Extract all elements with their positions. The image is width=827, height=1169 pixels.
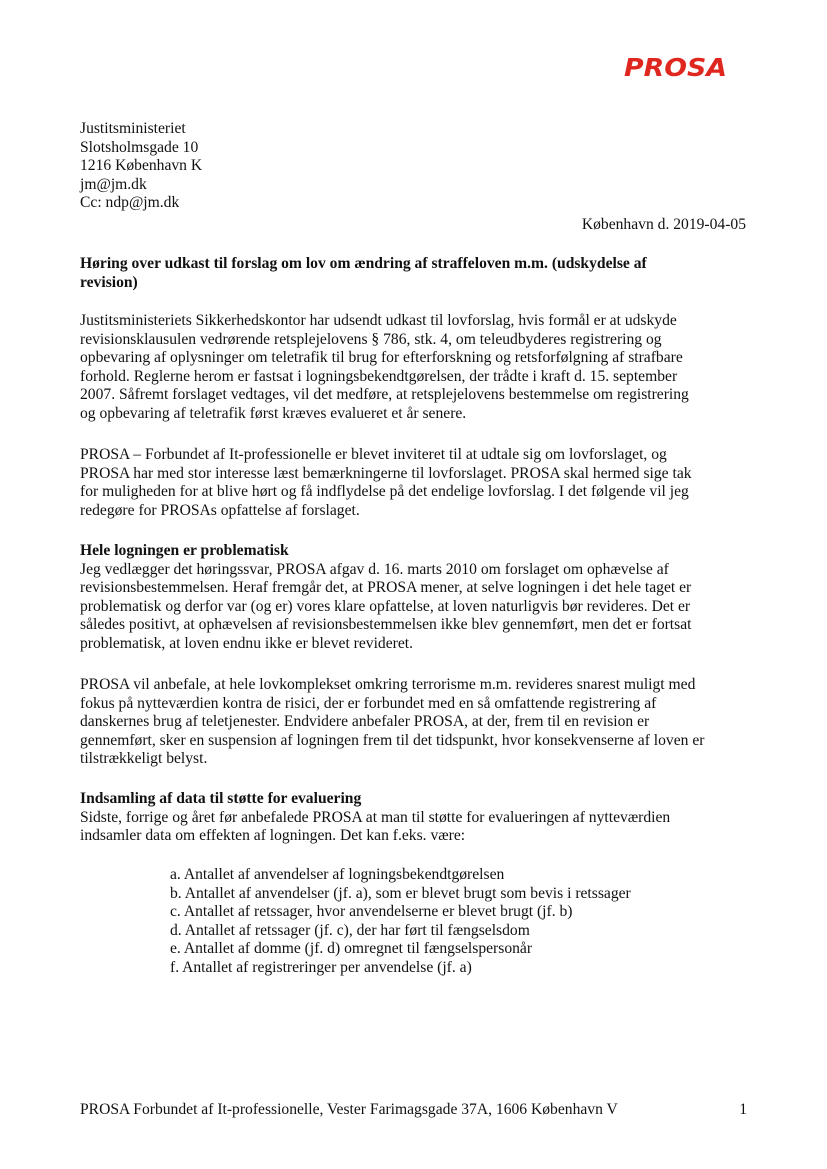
text-line: problematisk, at loven endnu ikke er blevet revideret. — [80, 634, 413, 652]
text-line: forhold. Reglerne herom er fastsat i logningsbekendtgørelsen, der trådte i kraft d. 15. september — [80, 367, 678, 385]
page-number: 1 — [739, 1101, 747, 1118]
text-line: PROSA vil anbefale, at hele lovkomplekset omkring terrorisme m.m. revideres snarest muligt med — [80, 676, 696, 693]
svg-text:PROSA: PROSA — [624, 54, 727, 80]
list-item: b. Antallet af anvendelser (jf. a), som er blevet brugt som bevis i retssager — [170, 884, 631, 902]
text-line: Jeg vedlægger det høringssvar, PROSA afgav d. 16. marts 2010 om forslaget om ophævelse af — [80, 560, 669, 578]
text-line: Justitsministeriets Sikkerhedskontor har udsendt udkast til lovforslag, hvis formål er at udskyde — [80, 312, 677, 329]
text-line: og opbevaring af teletrafik først kræves evalueret et år senere. — [80, 404, 467, 422]
title-line: Høring over udkast til forslag om lov om ændring af straffeloven m.m. (udskydelse af — [80, 255, 647, 272]
section-logging-problematic — [80, 542, 748, 654]
text-line: opbevaring af oplysninger om teletrafik til brug for efterforskning og retsforfølgning af strafbare — [80, 349, 683, 367]
list-item: e. Antallet af domme (jf. d) omregnet til fængselspersonår — [170, 940, 533, 958]
address-line: Justitsministeriet — [80, 120, 186, 137]
list-item: f. Antallet af registreringer per anvendelse (jf. a) — [170, 958, 472, 976]
document-title — [80, 255, 720, 292]
section-heading: Indsamling af data til støtte for evaluering — [80, 790, 362, 807]
list-item: a. Antallet af anvendelser af logningsbekendtgørelsen — [170, 866, 505, 883]
section-heading: Hele logningen er problematisk — [80, 542, 289, 559]
text-line: revisionsbestemmelsen. Heraf fremgår det, at PROSA mener, at selve logningen i det hele taget er — [80, 579, 692, 597]
recommendation-paragraph — [80, 676, 748, 769]
section-data-collection — [80, 790, 748, 846]
text-line: indsamler data om effekten af logningen. Det kan f.eks. være: — [80, 827, 466, 845]
text-line: PROSA har med stor interesse læst bemærkningerne til lovforslaget. PROSA skal hermed sige tak — [80, 464, 692, 482]
invitation-paragraph — [80, 446, 748, 520]
prosa-logo — [624, 54, 728, 80]
recipient-address — [80, 120, 202, 213]
footer-text: PROSA Forbundet af It-professionelle, Vester Farimagsgade 37A, 1606 København V — [80, 1101, 618, 1118]
text-line: fokus på nytteværdien kontra de risici, der er forbundet med en så omfattende registrering af — [80, 694, 657, 712]
text-line: PROSA – Forbundet af It-professionelle er blevet inviteret til at udtale sig om lovforslaget, og — [80, 446, 667, 463]
address-line: Cc: ndp@jm.dk — [80, 194, 180, 212]
text-line: Sidste, forrige og året før anbefalede PROSA at man til støtte for evalueringen af nytteværdien — [80, 808, 671, 826]
text-line: tilstrækkeligt belyst. — [80, 750, 208, 768]
text-line: 2007. Såfremt forslaget vedtages, vil det medføre, at retsplejelovens bestemmelse om registrering — [80, 386, 689, 404]
address-line: jm@jm.dk — [80, 175, 147, 193]
text-line: for muligheden for at blive hørt og få indflydelse på det endelige lovforslag. I det følgende vil jeg — [80, 483, 689, 501]
text-line: danskernes brug af teletjenester. Endvidere anbefaler PROSA, at der, frem til en revision er — [80, 713, 650, 731]
title-line: revision) — [80, 273, 138, 291]
prosa-logo-mark — [624, 54, 728, 80]
text-line: problematisk og derfor var (og er) vores klare opfattelse, at loven naturligvis bør revideres. Det er — [80, 597, 691, 615]
list-item: d. Antallet af retssager (jf. c), der har ført til fængselsdom — [170, 921, 530, 939]
text-line: gennemført, sker en suspension af logningen frem til det tidspunkt, hvor konsekvenserne af loven er — [80, 731, 705, 749]
data-list — [170, 866, 631, 978]
address-line: Slotsholmsgade 10 — [80, 138, 199, 156]
text-line: således positivt, at ophævelsen af revisionsbestemmelsen ikke blev gennemført, men det er fortsat — [80, 616, 692, 634]
address-line: 1216 København K — [80, 157, 203, 175]
text-line: revisionsklausulen vedrørende retsplejelovens § 786, stk. 4, om teleudbyderes registrering og — [80, 330, 662, 348]
intro-paragraph — [80, 312, 748, 424]
list-item: c. Antallet af retssager, hvor anvendelserne er blevet brugt (jf. b) — [170, 903, 573, 921]
letter-date: København d. 2019-04-05 — [581, 216, 746, 233]
text-line: redegøre for PROSAs opfattelse af forslaget. — [80, 501, 360, 519]
